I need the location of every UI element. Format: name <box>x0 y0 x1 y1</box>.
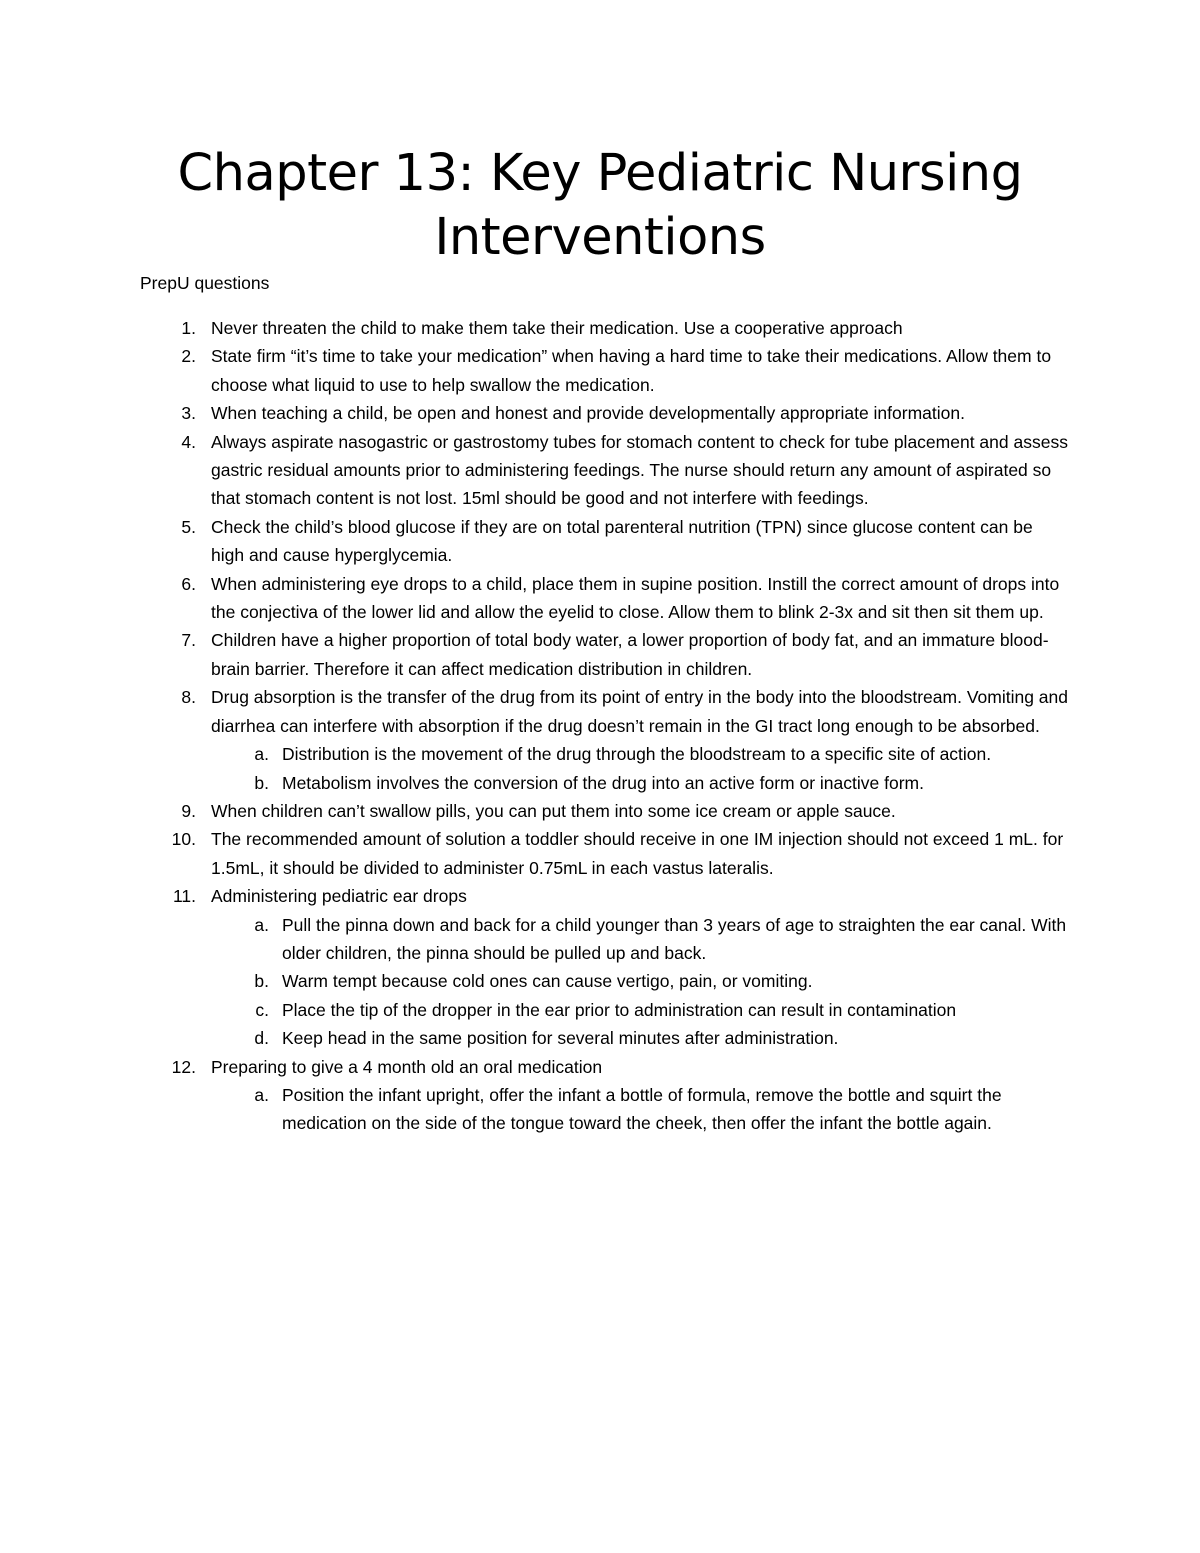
sub-list-item-text: Position the infant upright, offer the infant a bottle of formula, remove the bottle and squirt the medication on the side of the tongue toward the cheek, then offer the infant the bottle again. <box>282 1084 1002 1134</box>
sub-list-item <box>211 740 1070 768</box>
sub-list <box>211 911 1070 1053</box>
list-item <box>140 825 1070 882</box>
list-item-text: Preparing to give a 4 month old an oral medication <box>211 1056 603 1077</box>
list-item-number: 4. <box>181 431 196 452</box>
list-item <box>140 570 1070 627</box>
numbered-list <box>140 314 1070 1138</box>
list-item <box>140 342 1070 399</box>
list-item-text: Children have a higher proportion of total body water, a lower proportion of body fat, and an immature blood-brain barrier. Therefore it can affect medication distribution in children. <box>211 630 1049 679</box>
list-item-text: Always aspirate nasogastric or gastrostomy tubes for stomach content to check for tube placement and assess gastric residual amounts prior to administering feedings. The nurse should return any amount of aspirated so that stomach content is not lost. 15ml should be good and not interfere with feedings. <box>211 431 1068 509</box>
list-item <box>140 626 1070 683</box>
list-item-number: 3. <box>181 403 196 424</box>
list-item-number: 5. <box>181 516 196 537</box>
sub-list-item-text: Place the tip of the dropper in the ear prior to administration can result in contamination <box>282 999 957 1020</box>
list-item <box>140 882 1070 1052</box>
list-item-number: 11. <box>172 886 196 907</box>
list-item-text: When children can’t swallow pills, you can put them into some ice cream or apple sauce. <box>211 800 896 821</box>
list-item <box>140 797 1070 825</box>
list-item-number: 7. <box>181 630 196 651</box>
list-item <box>140 314 1070 342</box>
sub-list-item <box>211 769 1070 797</box>
list-item-text: The recommended amount of solution a toddler should receive in one IM injection should not exceed 1 mL. for 1.5mL, it should be divided to administer 0.75mL in each vastus lateralis. <box>211 829 1064 878</box>
sub-list-item-letter: a. <box>254 1084 269 1105</box>
list-item-number: 10. <box>171 829 196 850</box>
sub-list-item-letter: b. <box>254 971 269 992</box>
sub-list-item-text: Pull the pinna down and back for a child younger than 3 years of age to straighten the ear canal. With older children, the pinna should be pulled up and back. <box>282 914 1067 963</box>
sub-list-item <box>211 996 1070 1024</box>
list-item <box>140 513 1070 570</box>
sub-list-item-text: Distribution is the movement of the drug through the bloodstream to a specific site of action. <box>282 744 992 765</box>
sub-list-item-letter: a. <box>254 744 269 765</box>
list-item-number: 8. <box>181 687 196 708</box>
sub-list-item-text: Metabolism involves the conversion of the drug into an active form or inactive form. <box>282 772 924 793</box>
list-item-text: When teaching a child, be open and honest and provide developmentally appropriate information. <box>211 403 965 424</box>
list-item-text: Drug absorption is the transfer of the drug from its point of entry in the body into the bloodstream. Vomiting and diarrhea can interfere with absorption if the drug doesn’t remain in the GI tract long enough to be absorbed. <box>211 687 1069 736</box>
sub-list-item-letter: c. <box>255 999 269 1020</box>
list-item <box>140 683 1070 797</box>
sub-list-item <box>211 911 1070 968</box>
sub-list-item-letter: d. <box>254 1028 269 1049</box>
list-item-text: Check the child’s blood glucose if they are on total parenteral nutrition (TPN) since glucose content can be high and cause hyperglycemia. <box>211 516 1033 566</box>
sub-list <box>211 1081 1070 1138</box>
list-item-number: 12. <box>171 1056 196 1077</box>
sub-list <box>211 740 1070 797</box>
sub-list-item <box>211 967 1070 995</box>
sub-list-item-text: Warm tempt because cold ones can cause vertigo, pain, or vomiting. <box>282 971 813 992</box>
sub-list-item <box>211 1081 1070 1138</box>
list-item-number: 1. <box>181 318 196 338</box>
list-item <box>140 399 1070 427</box>
list-item-text: Never threaten the child to make them take their medication. Use a cooperative approach <box>211 318 903 338</box>
sub-list-item-text: Keep head in the same position for several minutes after administration. <box>282 1028 839 1049</box>
list-item <box>140 1053 1070 1138</box>
section-subtitle: PrepU questions <box>140 273 270 293</box>
list-item-text: When administering eye drops to a child, place them in supine position. Instill the correct amount of drops into the conjectiva of the lower lid and allow the eyelid to close. Allow them to blink 2-3x and sit then sit them up. <box>211 573 1060 623</box>
page-title: Chapter 13: Key Pediatric Nursing Interventions <box>177 144 1023 267</box>
list-item-text: Administering pediatric ear drops <box>211 886 467 907</box>
list-item-number: 9. <box>181 800 196 821</box>
list-item <box>140 428 1070 513</box>
list-item-text: State firm “it’s time to take your medication” when having a hard time to take their medications. Allow them to choose what liquid to use to help swallow the medication. <box>211 346 1052 395</box>
list-item-number: 2. <box>181 346 196 367</box>
sub-list-item-letter: a. <box>254 914 269 935</box>
list-item-number: 6. <box>181 573 196 594</box>
sub-list-item <box>211 1024 1070 1052</box>
sub-list-item-letter: b. <box>254 772 269 793</box>
